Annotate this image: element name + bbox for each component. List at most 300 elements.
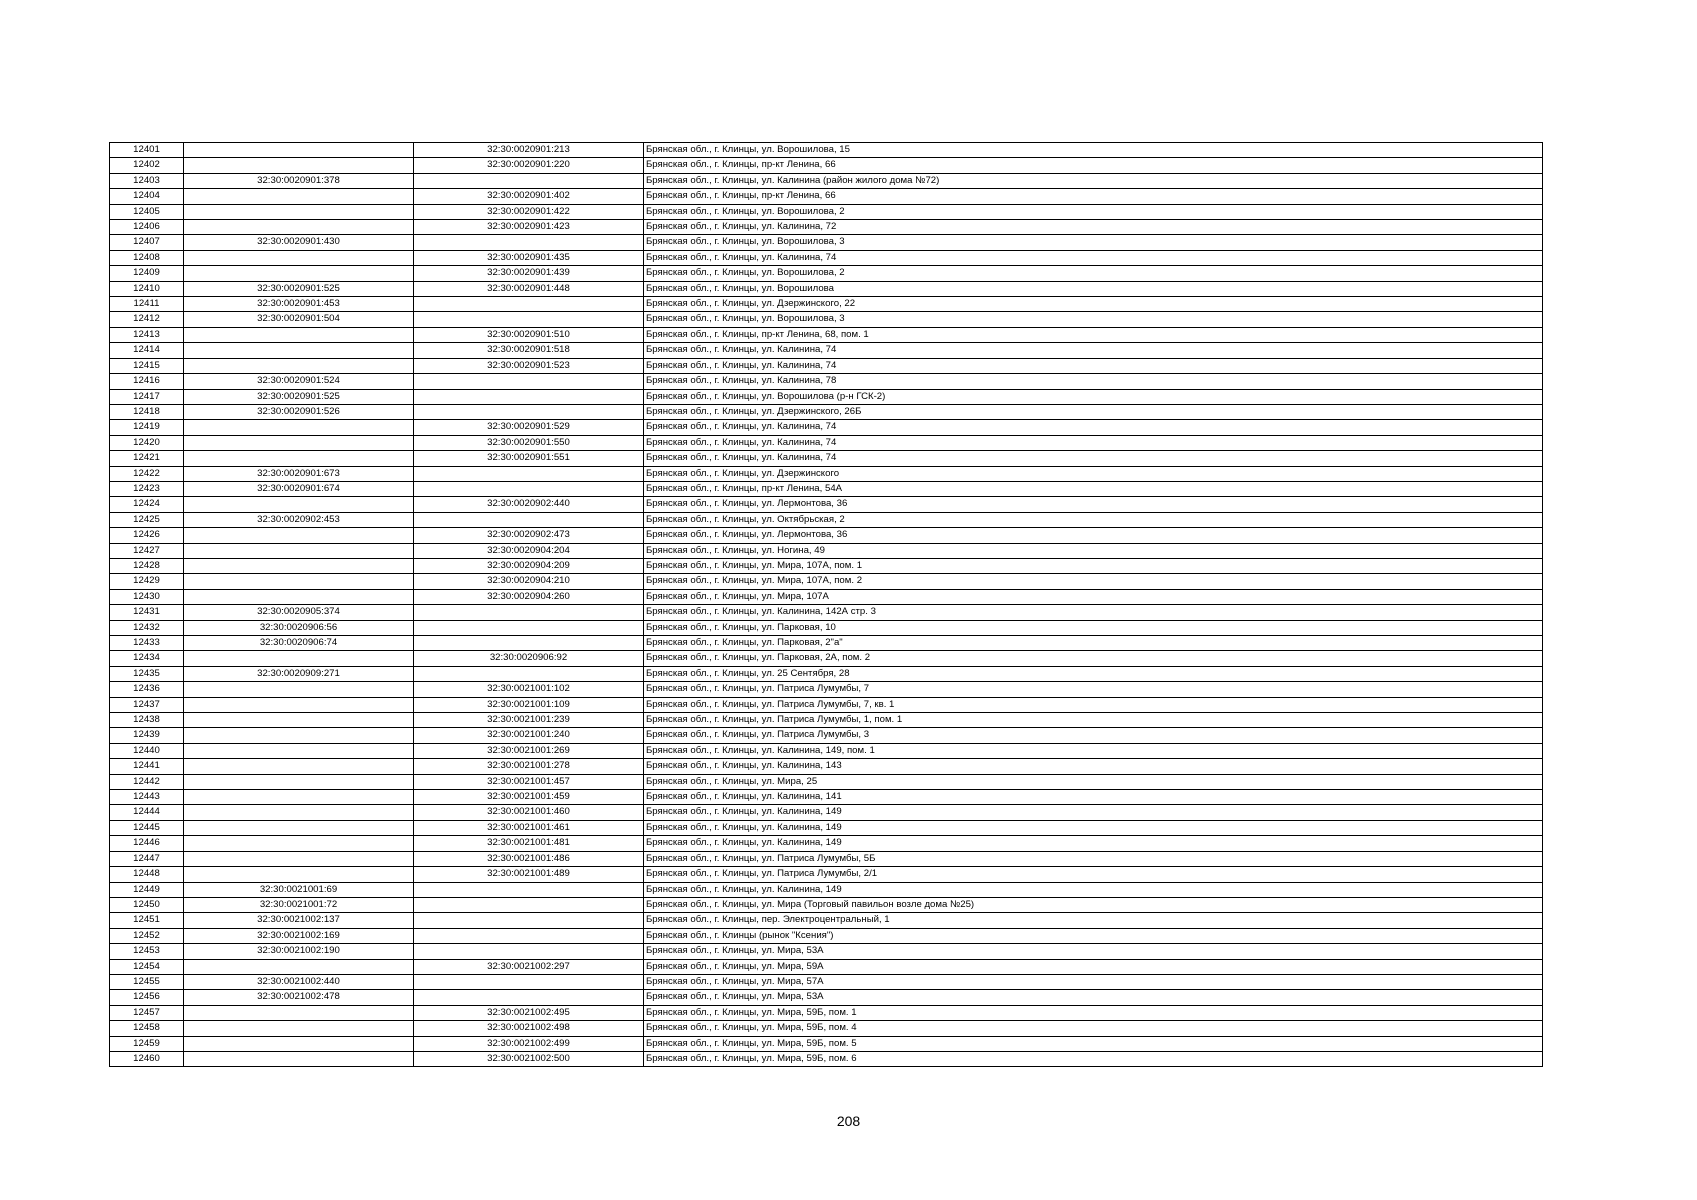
address-cell: Брянская обл., г. Клинцы, ул. Дзержинского, 22 — [644, 297, 1543, 312]
address-cell: Брянская обл., г. Клинцы, ул. Октябрьская, 2 — [644, 512, 1543, 527]
table-row — [110, 666, 1543, 681]
object-cadastral-number-cell: 32:30:0021001:489 — [414, 867, 644, 882]
table-row — [110, 867, 1543, 882]
row-number-cell: 12426 — [110, 528, 184, 543]
address-cell: Брянская обл., г. Клинцы, ул. Мира, 53А — [644, 990, 1543, 1005]
row-number-cell: 12418 — [110, 404, 184, 419]
object-cadastral-number-cell — [414, 466, 644, 481]
cadastral-number-cell — [184, 1036, 414, 1051]
object-cadastral-number-cell: 32:30:0020901:523 — [414, 358, 644, 373]
object-cadastral-number-cell: 32:30:0020901:213 — [414, 143, 644, 158]
table-row — [110, 589, 1543, 604]
address-cell: Брянская обл., г. Клинцы, ул. Мира, 59Б, пом. 5 — [644, 1036, 1543, 1051]
table-row — [110, 897, 1543, 912]
table-row — [110, 574, 1543, 589]
object-cadastral-number-cell: 32:30:0020901:435 — [414, 250, 644, 265]
address-cell: Брянская обл., г. Клинцы, ул. Калинина, 74 — [644, 358, 1543, 373]
object-cadastral-number-cell — [414, 512, 644, 527]
table-row — [110, 990, 1543, 1005]
address-cell: Брянская обл., г. Клинцы, ул. Ворошилова (р-н ГСК-2) — [644, 389, 1543, 404]
row-number-cell: 12422 — [110, 466, 184, 481]
cadastral-number-cell: 32:30:0021002:169 — [184, 928, 414, 943]
row-number-cell: 12415 — [110, 358, 184, 373]
cadastral-number-cell — [184, 713, 414, 728]
cadastral-number-cell: 32:30:0020901:430 — [184, 235, 414, 250]
table-row — [110, 774, 1543, 789]
row-number-cell: 12440 — [110, 743, 184, 758]
cadastral-number-cell — [184, 1005, 414, 1020]
row-number-cell: 12434 — [110, 651, 184, 666]
object-cadastral-number-cell: 32:30:0021001:109 — [414, 697, 644, 712]
address-cell: Брянская обл., г. Клинцы, ул. Ворошилова, 2 — [644, 266, 1543, 281]
address-cell: Брянская обл., г. Клинцы, ул. Патриса Лумумбы, 7 — [644, 682, 1543, 697]
address-cell: Брянская обл., г. Клинцы, ул. Патриса Лумумбы, 3 — [644, 728, 1543, 743]
table-row — [110, 759, 1543, 774]
cadastral-number-cell — [184, 158, 414, 173]
object-cadastral-number-cell — [414, 173, 644, 188]
address-cell: Брянская обл., г. Клинцы, пр-кт Ленина, 54А — [644, 481, 1543, 496]
object-cadastral-number-cell: 32:30:0020901:510 — [414, 327, 644, 342]
cadastral-number-cell — [184, 728, 414, 743]
cadastral-number-cell — [184, 220, 414, 235]
row-number-cell: 12410 — [110, 281, 184, 296]
table-row — [110, 281, 1543, 296]
object-cadastral-number-cell — [414, 312, 644, 327]
table-row — [110, 497, 1543, 512]
row-number-cell: 12412 — [110, 312, 184, 327]
address-cell: Брянская обл., г. Клинцы, ул. Калинина, 143 — [644, 759, 1543, 774]
registry-table-body — [110, 143, 1543, 1067]
row-number-cell: 12454 — [110, 959, 184, 974]
object-cadastral-number-cell: 32:30:0021002:498 — [414, 1021, 644, 1036]
row-number-cell: 12409 — [110, 266, 184, 281]
table-row — [110, 512, 1543, 527]
object-cadastral-number-cell: 32:30:0021001:269 — [414, 743, 644, 758]
address-cell: Брянская обл., г. Клинцы, ул. Калинина, 74 — [644, 435, 1543, 450]
address-cell: Брянская обл., г. Клинцы, ул. Калинина (район жилого дома №72) — [644, 173, 1543, 188]
address-cell: Брянская обл., г. Клинцы, ул. Калинина, 149 — [644, 836, 1543, 851]
cadastral-number-cell: 32:30:0021002:440 — [184, 974, 414, 989]
table-row — [110, 451, 1543, 466]
object-cadastral-number-cell — [414, 990, 644, 1005]
row-number-cell: 12458 — [110, 1021, 184, 1036]
address-cell: Брянская обл., г. Клинцы, ул. Мира, 59Б, пом. 4 — [644, 1021, 1543, 1036]
row-number-cell: 12433 — [110, 636, 184, 651]
address-cell: Брянская обл., г. Клинцы, пр-кт Ленина, 66 — [644, 158, 1543, 173]
object-cadastral-number-cell: 32:30:0021001:278 — [414, 759, 644, 774]
cadastral-number-cell: 32:30:0020901:525 — [184, 281, 414, 296]
cadastral-number-cell: 32:30:0020902:453 — [184, 512, 414, 527]
row-number-cell: 12421 — [110, 451, 184, 466]
object-cadastral-number-cell: 32:30:0021001:481 — [414, 836, 644, 851]
row-number-cell: 12407 — [110, 235, 184, 250]
cadastral-number-cell — [184, 1051, 414, 1066]
address-cell: Брянская обл., г. Клинцы, ул. Калинина, 74 — [644, 343, 1543, 358]
row-number-cell: 12420 — [110, 435, 184, 450]
object-cadastral-number-cell: 32:30:0021001:461 — [414, 820, 644, 835]
cadastral-number-cell — [184, 836, 414, 851]
row-number-cell: 12432 — [110, 620, 184, 635]
address-cell: Брянская обл., г. Клинцы, ул. Ворошилова, 2 — [644, 204, 1543, 219]
row-number-cell: 12401 — [110, 143, 184, 158]
row-number-cell: 12403 — [110, 173, 184, 188]
cadastral-number-cell — [184, 697, 414, 712]
table-row — [110, 713, 1543, 728]
address-cell: Брянская обл., г. Клинцы, пр-кт Ленина, 66 — [644, 189, 1543, 204]
cadastral-number-cell — [184, 651, 414, 666]
cadastral-number-cell: 32:30:0020901:504 — [184, 312, 414, 327]
address-cell: Брянская обл., г. Клинцы, ул. Парковая, 10 — [644, 620, 1543, 635]
address-cell: Брянская обл., г. Клинцы, ул. Калинина, 78 — [644, 374, 1543, 389]
object-cadastral-number-cell — [414, 944, 644, 959]
table-row — [110, 343, 1543, 358]
table-row — [110, 327, 1543, 342]
cadastral-number-cell — [184, 420, 414, 435]
cadastral-number-cell: 32:30:0020905:374 — [184, 605, 414, 620]
address-cell: Брянская обл., г. Клинцы, ул. Патриса Лумумбы, 7, кв. 1 — [644, 697, 1543, 712]
table-row — [110, 435, 1543, 450]
object-cadastral-number-cell — [414, 913, 644, 928]
address-cell: Брянская обл., г. Клинцы, ул. Дзержинского, 26Б — [644, 404, 1543, 419]
object-cadastral-number-cell: 32:30:0021002:297 — [414, 959, 644, 974]
row-number-cell: 12450 — [110, 897, 184, 912]
object-cadastral-number-cell: 32:30:0020902:440 — [414, 497, 644, 512]
address-cell: Брянская обл., г. Клинцы, ул. Лермонтова, 36 — [644, 497, 1543, 512]
cadastral-number-cell — [184, 867, 414, 882]
row-number-cell: 12424 — [110, 497, 184, 512]
row-number-cell: 12452 — [110, 928, 184, 943]
cadastral-number-cell — [184, 266, 414, 281]
table-row — [110, 790, 1543, 805]
row-number-cell: 12437 — [110, 697, 184, 712]
row-number-cell: 12438 — [110, 713, 184, 728]
address-cell: Брянская обл., г. Клинцы, ул. Ворошилова, 3 — [644, 312, 1543, 327]
address-cell: Брянская обл., г. Клинцы, ул. Патриса Лумумбы, 2/1 — [644, 867, 1543, 882]
cadastral-number-cell: 32:30:0020901:378 — [184, 173, 414, 188]
table-row — [110, 420, 1543, 435]
object-cadastral-number-cell — [414, 636, 644, 651]
table-row — [110, 558, 1543, 573]
cadastral-number-cell — [184, 358, 414, 373]
cadastral-number-cell: 32:30:0020901:453 — [184, 297, 414, 312]
row-number-cell: 12443 — [110, 790, 184, 805]
row-number-cell: 12416 — [110, 374, 184, 389]
row-number-cell: 12411 — [110, 297, 184, 312]
row-number-cell: 12456 — [110, 990, 184, 1005]
cadastral-number-cell: 32:30:0020901:524 — [184, 374, 414, 389]
row-number-cell: 12423 — [110, 481, 184, 496]
cadastral-number-cell — [184, 1021, 414, 1036]
cadastral-number-cell — [184, 805, 414, 820]
address-cell: Брянская обл., г. Клинцы, ул. Калинина, 149 — [644, 882, 1543, 897]
table-row — [110, 882, 1543, 897]
object-cadastral-number-cell — [414, 389, 644, 404]
cadastral-number-cell — [184, 774, 414, 789]
address-cell: Брянская обл., г. Клинцы, ул. Калинина, 149 — [644, 820, 1543, 835]
row-number-cell: 12442 — [110, 774, 184, 789]
table-row — [110, 697, 1543, 712]
table-row — [110, 836, 1543, 851]
address-cell: Брянская обл., г. Клинцы, ул. Парковая, 2А, пом. 2 — [644, 651, 1543, 666]
object-cadastral-number-cell: 32:30:0020906:92 — [414, 651, 644, 666]
cadastral-number-cell — [184, 743, 414, 758]
object-cadastral-number-cell — [414, 404, 644, 419]
object-cadastral-number-cell: 32:30:0020904:204 — [414, 543, 644, 558]
address-cell: Брянская обл., г. Клинцы, ул. Патриса Лумумбы, 5Б — [644, 851, 1543, 866]
address-cell: Брянская обл., г. Клинцы, ул. Мира, 59А — [644, 959, 1543, 974]
table-row — [110, 250, 1543, 265]
table-row — [110, 481, 1543, 496]
row-number-cell: 12447 — [110, 851, 184, 866]
object-cadastral-number-cell: 32:30:0021001:240 — [414, 728, 644, 743]
cadastral-number-cell — [184, 682, 414, 697]
table-row — [110, 636, 1543, 651]
cadastral-number-cell: 32:30:0020901:673 — [184, 466, 414, 481]
object-cadastral-number-cell: 32:30:0021001:102 — [414, 682, 644, 697]
address-cell: Брянская обл., г. Клинцы, ул. Калинина, 141 — [644, 790, 1543, 805]
address-cell: Брянская обл., г. Клинцы, ул. Калинина, 149, пом. 1 — [644, 743, 1543, 758]
table-row — [110, 543, 1543, 558]
cadastral-number-cell — [184, 204, 414, 219]
row-number-cell: 12441 — [110, 759, 184, 774]
object-cadastral-number-cell: 32:30:0021001:457 — [414, 774, 644, 789]
cadastral-number-cell: 32:30:0021001:69 — [184, 882, 414, 897]
table-row — [110, 466, 1543, 481]
object-cadastral-number-cell: 32:30:0020904:260 — [414, 589, 644, 604]
address-cell: Брянская обл., г. Клинцы, ул. Мира, 107А, пом. 1 — [644, 558, 1543, 573]
address-cell: Брянская обл., г. Клинцы, ул. Мира, 57А — [644, 974, 1543, 989]
row-number-cell: 12405 — [110, 204, 184, 219]
object-cadastral-number-cell: 32:30:0021001:460 — [414, 805, 644, 820]
row-number-cell: 12413 — [110, 327, 184, 342]
table-row — [110, 220, 1543, 235]
object-cadastral-number-cell: 32:30:0021002:500 — [414, 1051, 644, 1066]
object-cadastral-number-cell — [414, 974, 644, 989]
table-row — [110, 1021, 1543, 1036]
table-row — [110, 743, 1543, 758]
row-number-cell: 12414 — [110, 343, 184, 358]
table-row — [110, 913, 1543, 928]
row-number-cell: 12431 — [110, 605, 184, 620]
address-cell: Брянская обл., г. Клинцы, ул. Калинина, 142А стр. 3 — [644, 605, 1543, 620]
address-cell: Брянская обл., г. Клинцы, ул. Мира, 107А, пом. 2 — [644, 574, 1543, 589]
object-cadastral-number-cell — [414, 374, 644, 389]
cadastral-number-cell — [184, 959, 414, 974]
object-cadastral-number-cell: 32:30:0020901:220 — [414, 158, 644, 173]
row-number-cell: 12436 — [110, 682, 184, 697]
object-cadastral-number-cell — [414, 928, 644, 943]
cadastral-number-cell: 32:30:0020909:271 — [184, 666, 414, 681]
object-cadastral-number-cell: 32:30:0020901:448 — [414, 281, 644, 296]
address-cell: Брянская обл., г. Клинцы, ул. Лермонтова, 36 — [644, 528, 1543, 543]
row-number-cell: 12430 — [110, 589, 184, 604]
address-cell: Брянская обл., г. Клинцы, ул. Ногина, 49 — [644, 543, 1543, 558]
cadastral-number-cell: 32:30:0020901:526 — [184, 404, 414, 419]
table-row — [110, 266, 1543, 281]
cadastral-number-cell — [184, 851, 414, 866]
table-row — [110, 235, 1543, 250]
cadastral-number-cell: 32:30:0021002:478 — [184, 990, 414, 1005]
table-row — [110, 312, 1543, 327]
object-cadastral-number-cell: 32:30:0020901:422 — [414, 204, 644, 219]
row-number-cell: 12417 — [110, 389, 184, 404]
address-cell: Брянская обл., г. Клинцы, ул. Калинина, 74 — [644, 250, 1543, 265]
address-cell: Брянская обл., г. Клинцы, ул. Калинина, 74 — [644, 451, 1543, 466]
object-cadastral-number-cell: 32:30:0020902:473 — [414, 528, 644, 543]
address-cell: Брянская обл., г. Клинцы, ул. Калинина, 149 — [644, 805, 1543, 820]
object-cadastral-number-cell — [414, 897, 644, 912]
object-cadastral-number-cell: 32:30:0020901:518 — [414, 343, 644, 358]
object-cadastral-number-cell: 32:30:0020901:439 — [414, 266, 644, 281]
object-cadastral-number-cell — [414, 235, 644, 250]
cadastral-number-cell — [184, 189, 414, 204]
table-row — [110, 728, 1543, 743]
address-cell: Брянская обл., г. Клинцы (рынок "Ксения") — [644, 928, 1543, 943]
cadastral-number-cell — [184, 451, 414, 466]
table-row — [110, 1051, 1543, 1066]
row-number-cell: 12459 — [110, 1036, 184, 1051]
table-row — [110, 173, 1543, 188]
address-cell: Брянская обл., г. Клинцы, ул. 25 Сентября, 28 — [644, 666, 1543, 681]
row-number-cell: 12406 — [110, 220, 184, 235]
table-row — [110, 404, 1543, 419]
table-row — [110, 651, 1543, 666]
cadastral-number-cell: 32:30:0020901:674 — [184, 481, 414, 496]
object-cadastral-number-cell: 32:30:0021002:499 — [414, 1036, 644, 1051]
table-row — [110, 189, 1543, 204]
cadastral-number-cell — [184, 528, 414, 543]
object-cadastral-number-cell — [414, 620, 644, 635]
cadastral-number-cell: 32:30:0020906:74 — [184, 636, 414, 651]
row-number-cell: 12429 — [110, 574, 184, 589]
table-row — [110, 974, 1543, 989]
table-row — [110, 959, 1543, 974]
row-number-cell: 12446 — [110, 836, 184, 851]
cadastral-number-cell: 32:30:0021001:72 — [184, 897, 414, 912]
cadastral-number-cell — [184, 589, 414, 604]
object-cadastral-number-cell: 32:30:0021001:239 — [414, 713, 644, 728]
row-number-cell: 12444 — [110, 805, 184, 820]
table-row — [110, 528, 1543, 543]
table-row — [110, 389, 1543, 404]
address-cell: Брянская обл., г. Клинцы, ул. Калинина, 74 — [644, 420, 1543, 435]
cadastral-number-cell: 32:30:0020906:56 — [184, 620, 414, 635]
row-number-cell: 12402 — [110, 158, 184, 173]
cadastral-number-cell — [184, 327, 414, 342]
row-number-cell: 12428 — [110, 558, 184, 573]
object-cadastral-number-cell: 32:30:0021001:486 — [414, 851, 644, 866]
address-cell: Брянская обл., г. Клинцы, ул. Ворошилова — [644, 281, 1543, 296]
row-number-cell: 12408 — [110, 250, 184, 265]
cadastral-number-cell — [184, 143, 414, 158]
address-cell: Брянская обл., г. Клинцы, ул. Ворошилова, 3 — [644, 235, 1543, 250]
table-row — [110, 851, 1543, 866]
cadastral-number-cell — [184, 343, 414, 358]
object-cadastral-number-cell: 32:30:0020901:551 — [414, 451, 644, 466]
cadastral-number-cell — [184, 558, 414, 573]
row-number-cell: 12448 — [110, 867, 184, 882]
cadastral-number-cell — [184, 250, 414, 265]
address-cell: Брянская обл., г. Клинцы, ул. Мира, 59Б, пом. 1 — [644, 1005, 1543, 1020]
address-cell: Брянская обл., г. Клинцы, пер. Электроцентральный, 1 — [644, 913, 1543, 928]
cadastral-number-cell: 32:30:0021002:190 — [184, 944, 414, 959]
table-row — [110, 204, 1543, 219]
row-number-cell: 12449 — [110, 882, 184, 897]
address-cell: Брянская обл., г. Клинцы, ул. Мира (Торговый павильон возле дома №25) — [644, 897, 1543, 912]
address-cell: Брянская обл., г. Клинцы, ул. Мира, 59Б, пом. 6 — [644, 1051, 1543, 1066]
cadastral-number-cell — [184, 759, 414, 774]
address-cell: Брянская обл., г. Клинцы, ул. Калинина, 72 — [644, 220, 1543, 235]
cadastral-number-cell: 32:30:0020901:525 — [184, 389, 414, 404]
page-number: 208 — [836, 1113, 861, 1129]
row-number-cell: 12455 — [110, 974, 184, 989]
address-cell: Брянская обл., г. Клинцы, пр-кт Ленина, 68, пом. 1 — [644, 327, 1543, 342]
registry-table — [109, 142, 1543, 1067]
table-row — [110, 297, 1543, 312]
row-number-cell: 12404 — [110, 189, 184, 204]
table-row — [110, 1036, 1543, 1051]
address-cell: Брянская обл., г. Клинцы, ул. Дзержинского — [644, 466, 1543, 481]
object-cadastral-number-cell: 32:30:0020904:210 — [414, 574, 644, 589]
row-number-cell: 12453 — [110, 944, 184, 959]
address-cell: Брянская обл., г. Клинцы, ул. Мира, 53А — [644, 944, 1543, 959]
table-row — [110, 682, 1543, 697]
object-cadastral-number-cell: 32:30:0020901:550 — [414, 435, 644, 450]
row-number-cell: 12419 — [110, 420, 184, 435]
address-cell: Брянская обл., г. Клинцы, ул. Мира, 25 — [644, 774, 1543, 789]
cadastral-number-cell — [184, 497, 414, 512]
row-number-cell: 12460 — [110, 1051, 184, 1066]
object-cadastral-number-cell: 32:30:0020904:209 — [414, 558, 644, 573]
cadastral-number-cell — [184, 790, 414, 805]
row-number-cell: 12439 — [110, 728, 184, 743]
table-row — [110, 620, 1543, 635]
row-number-cell: 12445 — [110, 820, 184, 835]
object-cadastral-number-cell: 32:30:0021002:495 — [414, 1005, 644, 1020]
row-number-cell: 12427 — [110, 543, 184, 558]
table-row — [110, 605, 1543, 620]
table-row — [110, 820, 1543, 835]
row-number-cell: 12435 — [110, 666, 184, 681]
table-row — [110, 1005, 1543, 1020]
object-cadastral-number-cell — [414, 666, 644, 681]
row-number-cell: 12451 — [110, 913, 184, 928]
cadastral-number-cell — [184, 543, 414, 558]
object-cadastral-number-cell: 32:30:0020901:423 — [414, 220, 644, 235]
row-number-cell: 12425 — [110, 512, 184, 527]
address-cell: Брянская обл., г. Клинцы, ул. Мира, 107А — [644, 589, 1543, 604]
table-row — [110, 158, 1543, 173]
table-row — [110, 944, 1543, 959]
object-cadastral-number-cell — [414, 605, 644, 620]
table-row — [110, 143, 1543, 158]
object-cadastral-number-cell: 32:30:0020901:529 — [414, 420, 644, 435]
address-cell: Брянская обл., г. Клинцы, ул. Патриса Лумумбы, 1, пом. 1 — [644, 713, 1543, 728]
object-cadastral-number-cell: 32:30:0020901:402 — [414, 189, 644, 204]
table-row — [110, 374, 1543, 389]
table-row — [110, 358, 1543, 373]
cadastral-number-cell — [184, 820, 414, 835]
table-row — [110, 805, 1543, 820]
object-cadastral-number-cell — [414, 481, 644, 496]
address-cell: Брянская обл., г. Клинцы, ул. Ворошилова, 15 — [644, 143, 1543, 158]
object-cadastral-number-cell — [414, 297, 644, 312]
cadastral-number-cell — [184, 435, 414, 450]
row-number-cell: 12457 — [110, 1005, 184, 1020]
table-row — [110, 928, 1543, 943]
address-cell: Брянская обл., г. Клинцы, ул. Парковая, 2"а" — [644, 636, 1543, 651]
cadastral-number-cell: 32:30:0021002:137 — [184, 913, 414, 928]
